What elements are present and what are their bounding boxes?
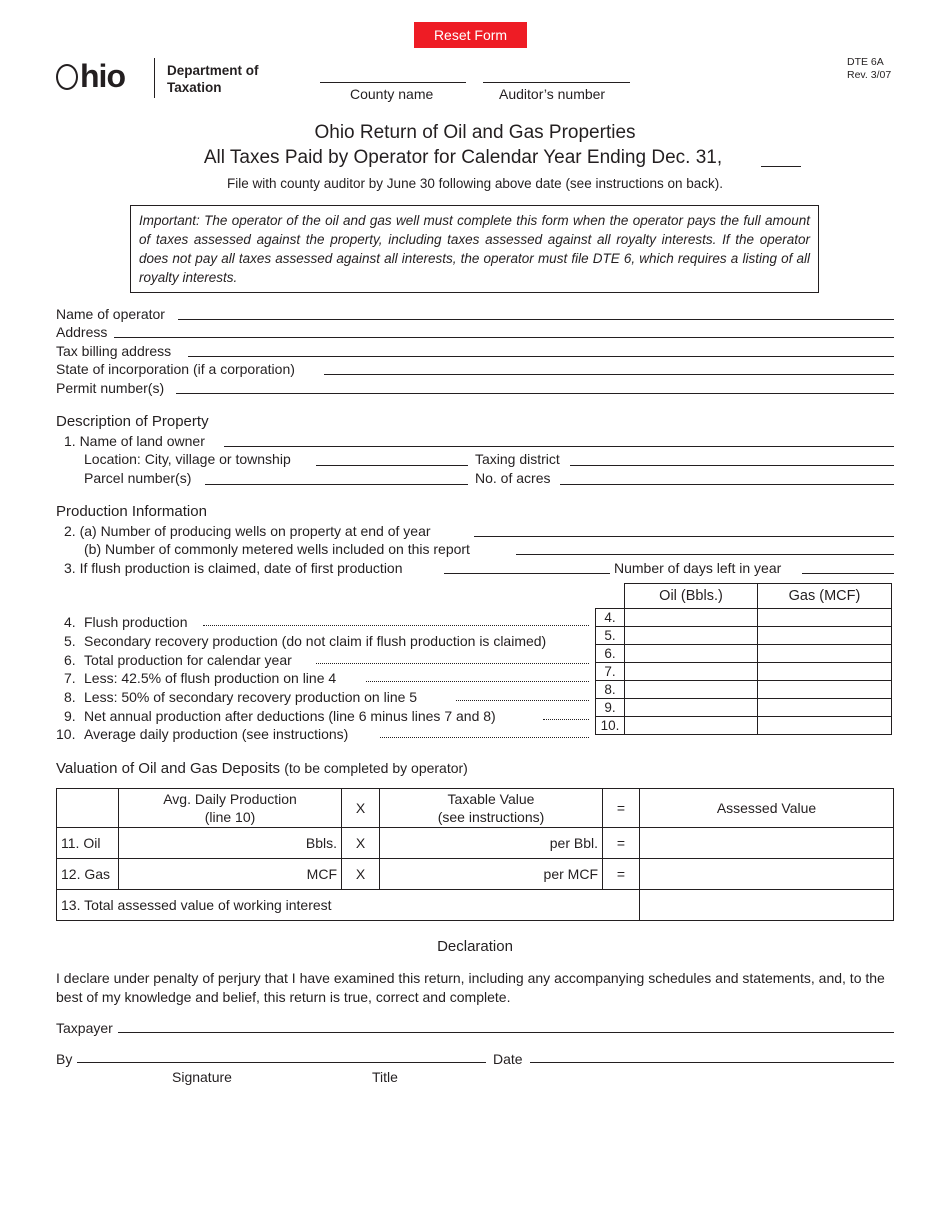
signature-caption: Signature xyxy=(172,1069,232,1085)
equals-sign: = xyxy=(603,789,640,828)
oil-input[interactable] xyxy=(625,609,758,627)
taxing-district-label: Taxing district xyxy=(475,451,560,467)
gas-input[interactable] xyxy=(758,699,892,717)
tax-billing-label: Tax billing address xyxy=(56,343,172,359)
valuation-heading-note: (to be completed by operator) xyxy=(284,760,468,776)
line-2b-label: (b) Number of commonly metered wells included on this report xyxy=(84,541,470,557)
row-number: 7. xyxy=(596,663,625,681)
gas-input[interactable] xyxy=(758,645,892,663)
permit-label: Permit number(s) xyxy=(56,380,165,396)
address-label: Address xyxy=(56,324,108,340)
oil-input[interactable] xyxy=(625,699,758,717)
gas-avg-input[interactable] xyxy=(119,859,342,890)
acres-input[interactable] xyxy=(560,484,894,485)
oil-column-header: Oil (Bbls.) xyxy=(625,584,758,609)
gas-assessed-input[interactable] xyxy=(640,859,894,890)
operator-name-input[interactable] xyxy=(178,319,894,320)
total-assessed-input[interactable] xyxy=(640,890,894,921)
taxable-header-text: Taxable Value xyxy=(447,791,535,807)
taxable-header-sub: (see instructions) xyxy=(437,809,545,825)
oil-avg-input[interactable] xyxy=(119,828,342,859)
declaration-heading: Declaration xyxy=(437,938,513,955)
form-revision: Rev. 3/07 xyxy=(847,69,892,81)
line-label: Less: 42.5% of flush production on line 4 xyxy=(84,670,337,686)
equals-sign: = xyxy=(603,859,640,890)
important-notice: Important: The operator of the oil and gas well must complete this form when the operator pays the full amount of taxes assessed against the property, including taxes assessed against all royalty interests. If the operator does not pay all taxes assessed against all interests, the operator must file DTE 6, which requires a listing of all royalty interests. xyxy=(130,205,819,293)
oil-taxable-input[interactable] xyxy=(380,828,603,859)
times-sign: X xyxy=(342,859,380,890)
gas-taxable-input[interactable] xyxy=(380,859,603,890)
reset-form-button[interactable]: Reset Form xyxy=(414,22,527,48)
gas-row-label: 12. Gas xyxy=(57,859,119,890)
auditor-number-label: Auditor’s number xyxy=(499,86,606,102)
leader-dots xyxy=(366,681,589,682)
ohio-logo-text: hio xyxy=(80,58,125,94)
row-number: 8. xyxy=(596,681,625,699)
line-number: 10. xyxy=(56,726,76,742)
gas-column-header: Gas (MCF) xyxy=(758,584,892,609)
times-sign: X xyxy=(342,789,380,828)
state-incorporation-label: State of incorporation (if a corporation) xyxy=(56,361,295,377)
total-row-label: 13. Total assessed value of working interest xyxy=(57,890,640,921)
oil-row-label: 11. Oil xyxy=(57,828,119,859)
form-id: DTE 6A xyxy=(847,56,884,68)
row-number: 4. xyxy=(596,609,625,627)
filing-note: File with county auditor by June 30 following above date (see instructions on back). xyxy=(226,176,724,191)
oil-unit: Bbls. xyxy=(305,835,337,851)
oil-input[interactable] xyxy=(625,645,758,663)
acres-label: No. of acres xyxy=(475,470,551,486)
row-number: 10. xyxy=(596,717,625,735)
operator-name-label: Name of operator xyxy=(56,306,165,322)
permit-input[interactable] xyxy=(176,393,894,394)
address-input[interactable] xyxy=(114,337,894,338)
land-owner-label: 1. Name of land owner xyxy=(64,433,205,449)
line-number: 5. xyxy=(64,633,76,649)
by-label: By xyxy=(56,1051,73,1067)
county-name-label: County name xyxy=(350,86,434,102)
line-label: Secondary recovery production (do not claim if flush production is claimed) xyxy=(84,633,547,649)
production-table xyxy=(595,583,892,735)
oil-assessed-input[interactable] xyxy=(640,828,894,859)
valuation-heading xyxy=(56,760,468,777)
row-number: 6. xyxy=(596,645,625,663)
line-number: 8. xyxy=(64,689,76,705)
row-number: 5. xyxy=(596,627,625,645)
line-number: 4. xyxy=(64,614,76,630)
valuation-table xyxy=(56,788,894,921)
leader-dots xyxy=(316,663,589,664)
date-input[interactable] xyxy=(530,1062,894,1063)
avg-daily-production-header xyxy=(119,789,342,828)
blank-header-cell xyxy=(57,789,119,828)
avg-header-sub: (line 10) xyxy=(204,809,256,825)
avg-header-text: Avg. Daily Production xyxy=(163,791,297,807)
first-production-date-input[interactable] xyxy=(444,573,610,574)
gas-unit: MCF xyxy=(306,866,337,882)
signature-input[interactable] xyxy=(77,1062,486,1063)
line-2a-label: 2. (a) Number of producing wells on property at end of year xyxy=(64,523,431,539)
form-title: Ohio Return of Oil and Gas Properties xyxy=(314,122,636,143)
form-subtitle: All Taxes Paid by Operator for Calendar Year Ending Dec. 31, xyxy=(203,147,723,168)
date-label: Date xyxy=(493,1051,523,1067)
gas-input[interactable] xyxy=(758,717,892,735)
producing-wells-input[interactable] xyxy=(474,536,894,537)
metered-wells-input[interactable] xyxy=(516,554,894,555)
gas-input[interactable] xyxy=(758,681,892,699)
oil-input[interactable] xyxy=(625,717,758,735)
line-label: Net annual production after deductions (line 6 minus lines 7 and 8) xyxy=(84,708,496,724)
department-name: Department of Taxation xyxy=(167,63,259,95)
taxable-value-header xyxy=(380,789,603,828)
location-label: Location: City, village or township xyxy=(84,451,291,467)
days-left-label: Number of days left in year xyxy=(614,560,782,576)
taxpayer-label: Taxpayer xyxy=(56,1020,113,1036)
assessed-value-header: Assessed Value xyxy=(640,789,894,828)
line-label: Total production for calendar year xyxy=(84,652,292,668)
location-input[interactable] xyxy=(316,465,468,466)
taxing-district-input[interactable] xyxy=(570,465,894,466)
property-heading: Description of Property xyxy=(56,413,209,430)
parcel-label: Parcel number(s) xyxy=(84,470,192,486)
tax-billing-input[interactable] xyxy=(188,356,894,357)
production-heading: Production Information xyxy=(56,503,207,520)
state-incorporation-input[interactable] xyxy=(324,374,894,375)
row-number: 9. xyxy=(596,699,625,717)
leader-dots xyxy=(203,625,589,626)
line-label: Less: 50% of secondary recovery production on line 5 xyxy=(84,689,418,705)
county-name-input[interactable] xyxy=(320,82,466,83)
title-caption: Title xyxy=(372,1069,398,1085)
leader-dots xyxy=(380,737,589,738)
ohio-logo xyxy=(56,60,125,92)
taxpayer-input[interactable] xyxy=(118,1032,894,1033)
oil-per-unit: per Bbl. xyxy=(549,835,598,851)
oil-input[interactable] xyxy=(625,663,758,681)
logo-divider xyxy=(154,58,155,98)
auditor-number-input[interactable] xyxy=(483,82,630,83)
line-number: 9. xyxy=(64,708,76,724)
year-input[interactable] xyxy=(761,166,801,167)
line-label: Average daily production (see instructions) xyxy=(84,726,349,742)
line-label: Flush production xyxy=(84,614,188,630)
gas-input[interactable] xyxy=(758,663,892,681)
oil-input[interactable] xyxy=(625,627,758,645)
oil-input[interactable] xyxy=(625,681,758,699)
leader-dots xyxy=(543,719,589,720)
line-number: 6. xyxy=(64,652,76,668)
gas-per-unit: per MCF xyxy=(543,866,598,882)
ohio-logo-o xyxy=(56,64,78,90)
equals-sign: = xyxy=(603,828,640,859)
declaration-text: I declare under penalty of perjury that I have examined this return, including any accompanying schedules and statements, and, to the best of my knowledge and belief, this return is true, correct and complete. xyxy=(56,970,885,1005)
line-3-label: 3. If flush production is claimed, date of first production xyxy=(64,560,403,576)
blank-header-cell xyxy=(596,584,625,609)
times-sign: X xyxy=(342,828,380,859)
leader-dots xyxy=(456,700,589,701)
line-number: 7. xyxy=(64,670,76,686)
parcel-input[interactable] xyxy=(205,484,468,485)
gas-input[interactable] xyxy=(758,627,892,645)
valuation-heading-text: Valuation of Oil and Gas Deposits xyxy=(56,760,281,777)
land-owner-input[interactable] xyxy=(224,446,894,447)
days-left-input[interactable] xyxy=(802,573,894,574)
gas-input[interactable] xyxy=(758,609,892,627)
